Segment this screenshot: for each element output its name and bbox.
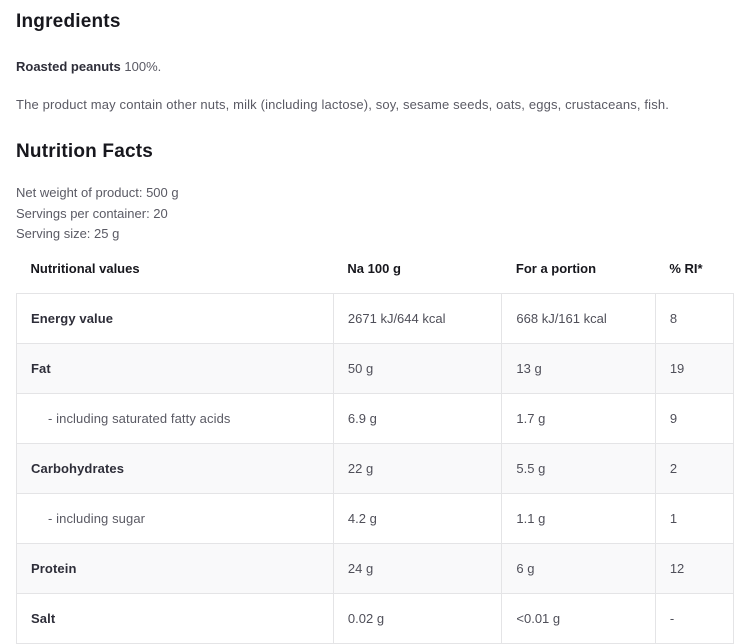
- table-header-row: [17, 261, 734, 294]
- ri-value: 8: [655, 293, 733, 343]
- nutrition-facts-title: Nutrition Facts: [16, 141, 154, 162]
- ri-value: -: [655, 593, 733, 643]
- nutrient-label: Carbohydrates: [17, 443, 334, 493]
- per-100g-value: 24 g: [333, 543, 501, 593]
- table-row: [17, 343, 734, 393]
- per-100g-value: 4.2 g: [333, 493, 501, 543]
- ri-value: 19: [655, 343, 733, 393]
- per-100g-value: 0.02 g: [333, 593, 501, 643]
- nutrient-label: - including sugar: [17, 493, 334, 543]
- col-header-ri: % RI*: [669, 260, 703, 276]
- per-portion-value: 668 kJ/161 kcal: [502, 293, 655, 343]
- ingredients-composition: [16, 58, 734, 75]
- col-header-nutrient: Nutritional values: [30, 260, 140, 276]
- allergen-note: The product may contain other nuts, milk (including lactose), soy, sesame seeds, oats, eggs, crustaceans, fish.: [16, 97, 669, 112]
- nutrient-label: Salt: [17, 593, 334, 643]
- per-100g-value: 22 g: [333, 443, 501, 493]
- table-row: [17, 543, 734, 593]
- nutrient-label: Fat: [17, 343, 334, 393]
- ri-value: 9: [655, 393, 733, 443]
- per-portion-value: 1.7 g: [502, 393, 655, 443]
- per-portion-value: 5.5 g: [502, 443, 655, 493]
- nutrient-label: Energy value: [17, 293, 334, 343]
- table-row: [17, 443, 734, 493]
- table-row: [17, 293, 734, 343]
- serving-size: Serving size: 25 g: [16, 226, 120, 241]
- per-portion-value: 6 g: [502, 543, 655, 593]
- servings-per-container: Servings per container: 20: [16, 205, 168, 221]
- col-header-per-portion: For a portion: [515, 260, 597, 276]
- per-100g-value: 50 g: [333, 343, 501, 393]
- per-portion-value: <0.01 g: [502, 593, 655, 643]
- ingredients-title: Ingredients: [16, 11, 121, 32]
- table-row: [17, 393, 734, 443]
- net-weight: Net weight of product: 500 g: [16, 185, 179, 200]
- ri-value: 12: [655, 543, 733, 593]
- ri-value: 1: [655, 493, 733, 543]
- serving-info: [16, 183, 734, 245]
- per-portion-value: 13 g: [502, 343, 655, 393]
- col-header-per-100g: Na 100 g: [347, 260, 401, 276]
- table-row: [17, 593, 734, 643]
- nutrient-label: - including saturated fatty acids: [17, 393, 334, 443]
- per-portion-value: 1.1 g: [502, 493, 655, 543]
- ingredients-composition-bold: Roasted peanuts: [16, 59, 121, 74]
- nutrition-table: [16, 261, 734, 644]
- table-row: [17, 493, 734, 543]
- ri-value: 2: [655, 443, 733, 493]
- nutrient-label: Protein: [17, 543, 334, 593]
- per-100g-value: 2671 kJ/644 kcal: [333, 293, 501, 343]
- ingredients-composition-rest: 100%.: [124, 59, 162, 74]
- per-100g-value: 6.9 g: [333, 393, 501, 443]
